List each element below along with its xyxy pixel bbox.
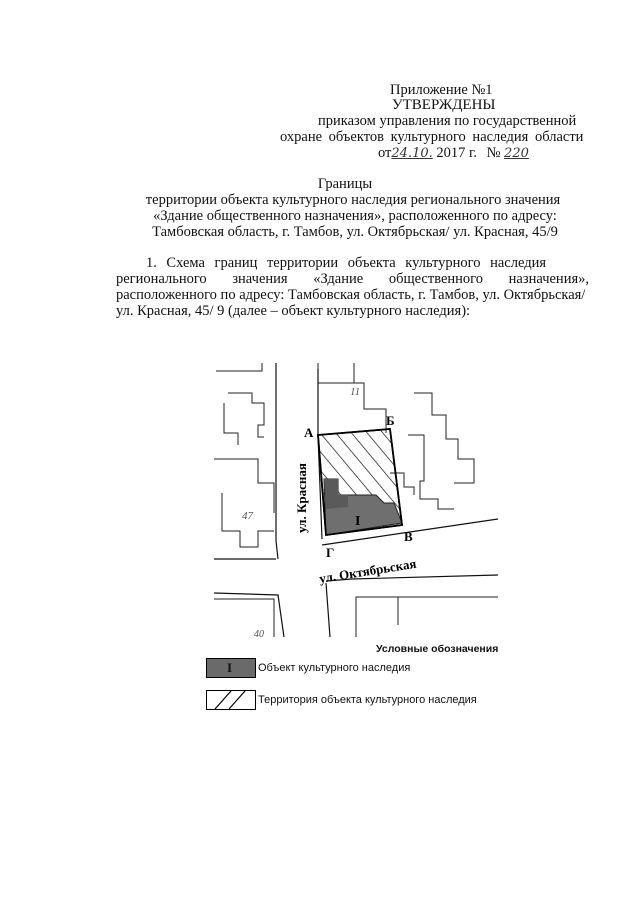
legend-object-label: Объект культурного наследия bbox=[258, 662, 411, 674]
date-prefix: от bbox=[378, 145, 392, 161]
title-line-1: Границы bbox=[317, 176, 373, 192]
order-line-2: охране объектов культурного наследия области bbox=[280, 129, 584, 145]
paragraph-line-3: расположенного по адресу: Тамбовская область, г. Тамбов, ул. Октябрьская/ bbox=[116, 287, 586, 303]
house-number-47: 47 bbox=[242, 510, 253, 522]
point-b-label: Б bbox=[386, 413, 395, 428]
number-sign: № bbox=[486, 145, 501, 161]
legend-territory-label: Территория объекта культурного наследия bbox=[258, 694, 477, 706]
title-line-2: территории объекта культурного наследия регионального значения bbox=[145, 192, 561, 208]
legend-object-number: I bbox=[227, 660, 233, 675]
paragraph-line-2: регионального значения «Здание общественного назначения», bbox=[116, 271, 589, 287]
street-krasnaya-label: ул. Красная bbox=[294, 463, 309, 533]
handwritten-number: 220 bbox=[504, 146, 529, 161]
house-number-11: 11 bbox=[350, 386, 361, 398]
order-year: 2017 г. bbox=[436, 145, 477, 161]
order-line-1: приказом управления по государственной bbox=[318, 113, 577, 129]
title-line-3: «Здание общественного назначения», расположенного по адресу: bbox=[153, 208, 557, 224]
object-number-label: I bbox=[355, 514, 361, 529]
street-oktyabrskaya-label: ул. Октябрьская bbox=[318, 555, 418, 586]
legend-territory-swatch bbox=[206, 690, 256, 710]
legend-object-swatch bbox=[206, 658, 256, 678]
appendix-label: Приложение №1 bbox=[390, 82, 493, 98]
point-v-label: В bbox=[404, 529, 413, 544]
point-a-label: А bbox=[304, 425, 314, 440]
boundary-scheme-map bbox=[214, 363, 498, 637]
paragraph-line-4: ул. Красная, 45/ 9 (далее – объект культурного наследия): bbox=[116, 303, 471, 319]
point-g-label: Г bbox=[326, 545, 335, 560]
order-date-line bbox=[378, 145, 529, 162]
title-line-4: Тамбовская область, г. Тамбов, ул. Октябрьская/ ул. Красная, 45/9 bbox=[152, 224, 558, 240]
handwritten-date: 24.10. bbox=[391, 146, 433, 161]
house-number-40: 40 bbox=[254, 629, 264, 637]
paragraph-line-1: 1. Схема границ территории объекта культурного наследия bbox=[146, 255, 546, 271]
approved-label: УТВЕРЖДЕНЫ bbox=[392, 97, 496, 113]
legend-title: Условные обозначения bbox=[376, 643, 499, 655]
